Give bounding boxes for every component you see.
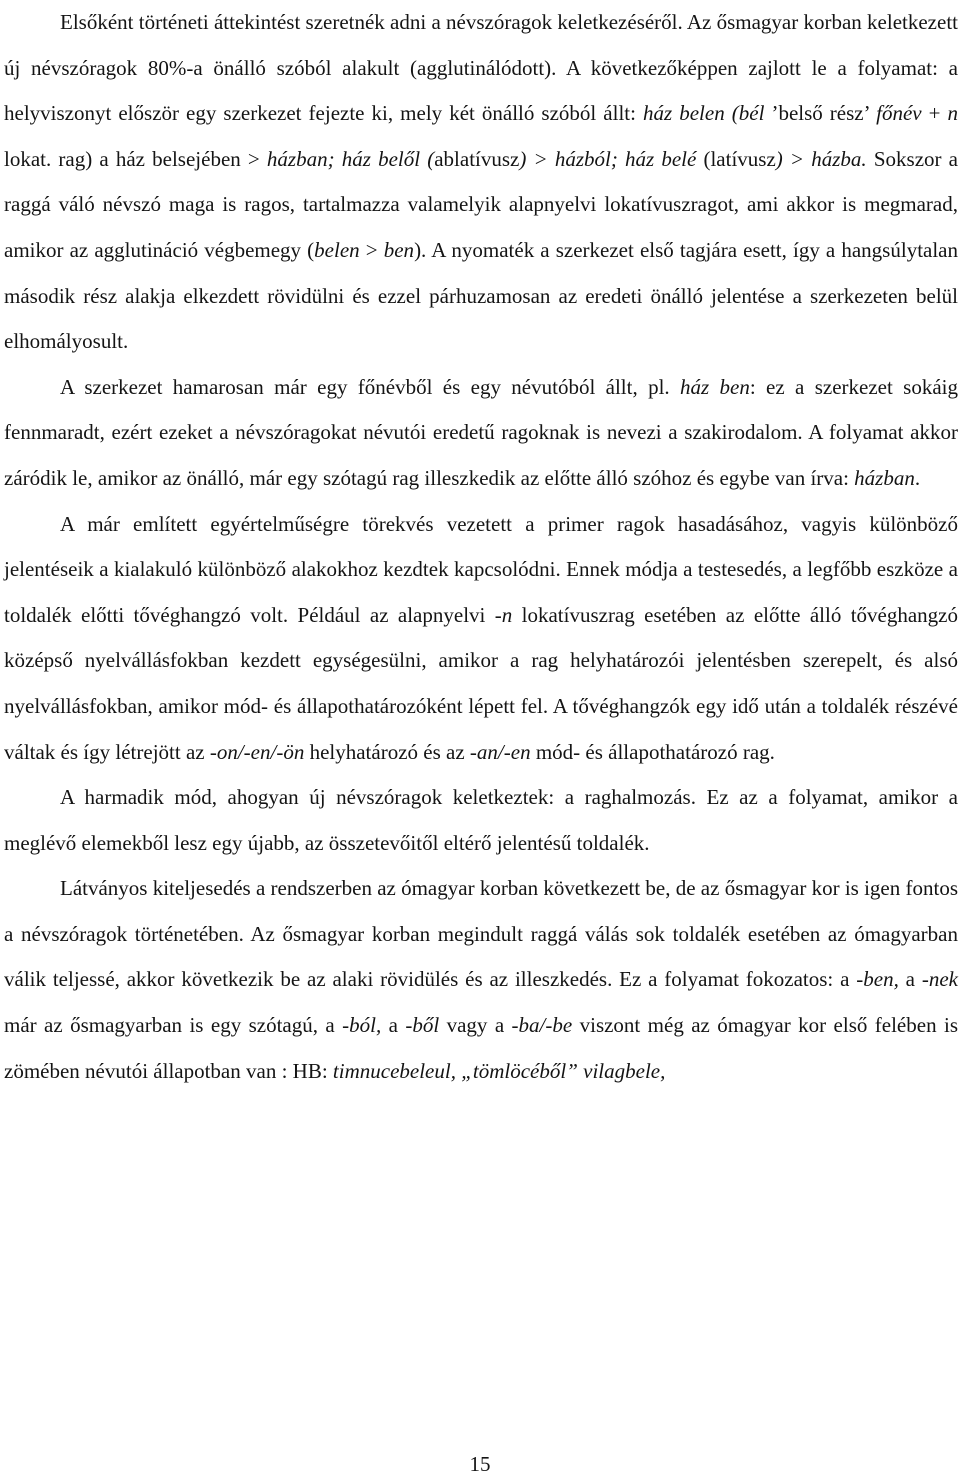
text-run: > bbox=[359, 237, 384, 262]
italic-text-run: ház belen (bél bbox=[643, 101, 765, 126]
body-text bbox=[4, 0, 958, 1094]
italic-text-run: ben bbox=[383, 237, 415, 262]
text-run: ablatívusz bbox=[434, 146, 520, 171]
italic-text-run: házban bbox=[854, 465, 915, 490]
italic-text-run: -on/-en/-ön bbox=[209, 739, 305, 764]
italic-text-run: -ben, bbox=[856, 967, 899, 992]
text-run: Sokszor a raggá váló névszó maga is ragos, tartalmazza valamelyik alapnyelvi lokatívuszragot, ami akkor is megmarad, amikor az agglutináció végbemegy ( bbox=[4, 146, 958, 262]
paragraph bbox=[4, 365, 958, 502]
paragraph bbox=[4, 0, 958, 365]
text-run: A már említett egyértelműségre törekvés vezetett a primer ragok hasadásához, vagyis különböző jelentéseik a kialakuló különböző alakokhoz kezdtek kapcsolódni. Ennek módja a testesedés, a legfőbb eszköze a toldalék előtti tővéghangzó volt. Például az alapnyelvi bbox=[4, 511, 958, 627]
italic-text-run: főnév bbox=[876, 101, 922, 126]
italic-text-run: belen bbox=[314, 237, 360, 262]
text-run: : ez a szerkezet sokáig fennmaradt, ezért ezeket a névszóragokat névutói eredetű ragoknak is nevezi a szakirodalom. A folyamat akkor záródik le, amikor az önálló, már egy szótagú rag illeszkedik az előtte álló szóhoz és egybe van írva: bbox=[4, 374, 958, 490]
text-run: . bbox=[914, 465, 921, 490]
text-run: a bbox=[381, 1013, 406, 1038]
text-run: lokatívuszrag esetében az előtte álló tővéghangzó középső nyelvállásfokban kezdett egységesülni, amikor a rag helyhatározói jelentésben szerepelt, és alsó nyelvállásfokban, amikor mód- és állapothatározóként lépett fel. A tővéghangzók egy idő után a toldalék részévé váltak és így létrejött az bbox=[4, 602, 958, 764]
text-run: ’belső rész’ bbox=[764, 101, 877, 126]
text-run: A szerkezet hamarosan már egy főnévből és egy névutóból állt, pl. bbox=[60, 374, 681, 399]
italic-text-run: ház ben bbox=[680, 374, 750, 399]
text-run: helyhatározó és az bbox=[304, 739, 470, 764]
text-run: vagy a bbox=[439, 1013, 512, 1038]
paragraph bbox=[4, 502, 958, 776]
italic-text-run: -an/-en bbox=[469, 739, 531, 764]
text-run: a bbox=[898, 967, 922, 992]
page-number: 15 bbox=[469, 1452, 491, 1476]
italic-text-run: -ből bbox=[405, 1013, 440, 1038]
italic-text-run: n bbox=[947, 101, 959, 126]
italic-text-run: ) > házba. bbox=[775, 146, 867, 171]
text-run: már az ősmagyarban is egy szótagú, a bbox=[4, 1013, 343, 1038]
text-run: viszont még az ómagyar kor első felében is zömében névutói állapotban van : HB: bbox=[4, 1013, 958, 1083]
italic-text-run: -n bbox=[494, 602, 513, 627]
text-run: Látványos kiteljesedés a rendszerben az ómagyar korban következett be, de az ősmagyar kor is igen fontos a névszóragok történetében. Az ősmagyar korban megindult raggá válás sok toldalék esetében az ómagyarban válik teljessé, akkor következik be az alaki rövidülés és az illeszkedés. Ez a folyamat fokozatos: a bbox=[4, 876, 958, 992]
text-run: A harmadik mód, ahogyan új névszóragok keletkeztek: a raghalmozás. Ez az a folyamat, amikor a meglévő elemekből lesz egy újabb, az összetevőitől eltérő jelentésű toldalék. bbox=[4, 785, 958, 855]
italic-text-run: házban; ház belől ( bbox=[266, 146, 435, 171]
italic-text-run: -ból, bbox=[342, 1013, 382, 1038]
italic-text-run: ) > házból; ház belé bbox=[519, 146, 697, 171]
text-run: + bbox=[921, 101, 948, 126]
text-run: (latívusz bbox=[696, 146, 776, 171]
italic-text-run: timnucebeleul, „tömlöcéből” vilagbele, bbox=[332, 1058, 666, 1083]
text-run: Elsőként történeti áttekintést szeretnék adni a névszóragok keletkezéséről. Az ősmagyar korban keletkezett új névszóragok 80%-a önálló szóból alakult (agglutinálódott). A következőképpen zajlott le a folyamat: a helyviszonyt először egy szerkezet fejezte ki, mely két önálló szóból állt: bbox=[4, 10, 958, 126]
paragraph bbox=[4, 866, 958, 1094]
text-run: mód- és állapothatározó rag. bbox=[530, 739, 775, 764]
text-run: ). A nyomaték a szerkezet első tagjára esett, így a hangsúlytalan második rész alakja elkezdett rövidülni és ezzel párhuzamosan az eredeti önálló jelentése a szerkezeten belül elhomályosult. bbox=[4, 237, 959, 354]
text-run: lokat. rag) a ház belsejében > bbox=[4, 146, 267, 171]
italic-text-run: -nek bbox=[921, 967, 958, 992]
italic-text-run: -ba/-be bbox=[511, 1013, 573, 1038]
paragraph bbox=[4, 775, 958, 866]
